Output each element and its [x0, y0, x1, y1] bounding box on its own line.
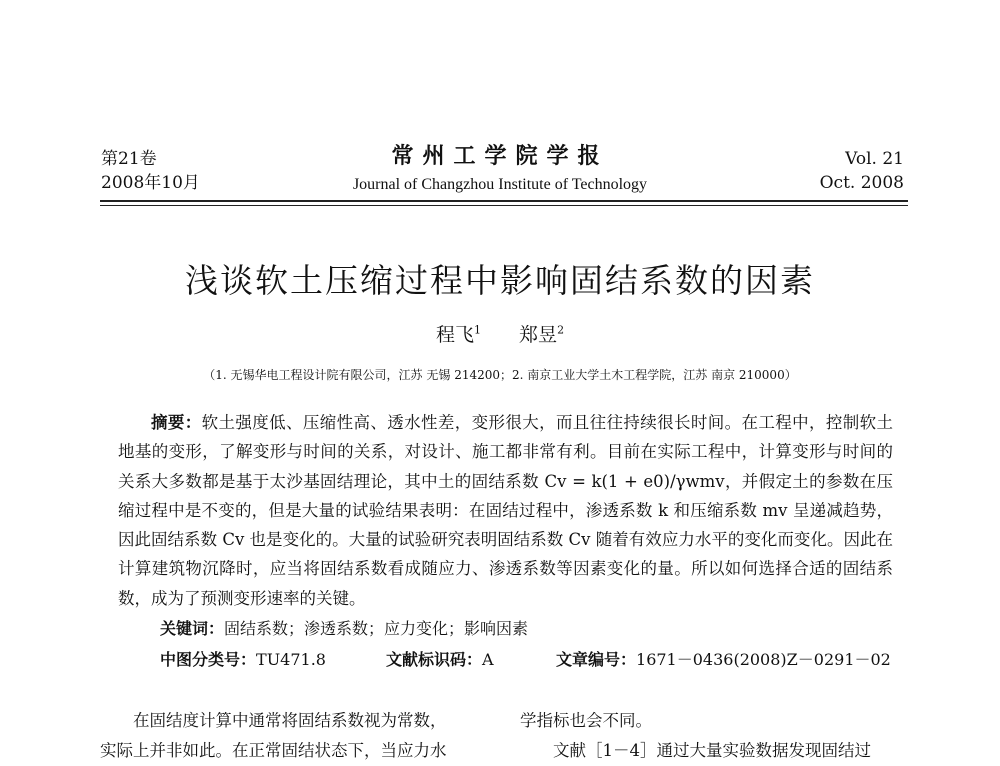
journal-title-en: Journal of Changzhou Institute of Technology — [352, 176, 648, 193]
author-1: 程飞 — [435, 324, 474, 346]
article-title: 浅谈软土压缩过程中影响固结系数的因素 — [185, 261, 815, 300]
body-left-line-2: 实际上并非如此。在正常固结状态下，当应力水 — [100, 741, 447, 760]
affiliation: （1. 无锡华电工程设计院有限公司，江苏 无锡 214200；2. 南京工业大学土木工程学院，江苏 南京 210000） — [203, 368, 797, 382]
article-no-label: 文章编号： — [556, 650, 637, 669]
abstract-label: 摘要： — [151, 413, 202, 432]
author-2-affil-mark: 2 — [557, 323, 565, 337]
header-right — [820, 147, 904, 195]
clc-label: 中图分类号： — [160, 650, 257, 669]
doc-code-label: 文献标识码： — [386, 650, 483, 669]
journal-title-cn: 常州工学院学报 — [391, 143, 609, 169]
body-left-line-1: 在固结度计算中通常将固结系数视为常数， — [133, 711, 447, 730]
body-right-line-1: 学指标也会不同。 — [520, 711, 652, 730]
classification-row — [160, 647, 900, 670]
body-column-left — [100, 706, 500, 766]
volume-cn: 第21卷 — [101, 149, 157, 169]
volume-en: Vol. 21 — [845, 149, 904, 169]
article-no-value: 1671－0436(2008)Z－0291－02 — [636, 650, 891, 669]
keywords-label: 关键词： — [160, 619, 225, 638]
header-center — [300, 141, 700, 197]
abstract-text: 软土强度低、压缩性高、透水性差，变形很大，而且往往持续很长时间。在工程中，控制软土地基的变形，了解变形与时间的关系，对设计、施工都非常有利。目前在实际工程中，计算变形与时间的关系大多数都是基于太沙基固结理论，其中土的固结系数 Cv = k(1 + e0)/γwmv，并假定土的参数在压缩过程中是不变的，但是大量的试验结果表明：在固结过程中，渗透系数 k 和压缩系数 mv 呈递减趋势，因此固结系数 Cv 也是变化的。大量的试验研究表明固结系数 Cv 随着有效应力水平的变化而变化。因此在计算建筑物沉降时，应当将固结系数看成随应力、渗透系数等因素变化的量。所以如何选择合适的固结系数，成为了预测变形速率的关键。 — [118, 413, 894, 608]
keywords — [160, 616, 528, 639]
date-en: Oct. 2008 — [819, 173, 904, 193]
header-left — [101, 147, 200, 195]
date-cn: 2008年10月 — [101, 173, 200, 193]
keywords-text: 固结系数；渗透系数；应力变化；影响因素 — [224, 619, 529, 638]
body-column-right — [520, 706, 920, 766]
author-2: 郑昱 — [519, 324, 558, 346]
author-1-affil-mark: 1 — [473, 323, 481, 337]
clc-value: TU471.8 — [256, 650, 326, 669]
body-right-line-2: 文献［1－4］通过大量实验数据发现固结过 — [553, 741, 871, 760]
abstract — [118, 408, 893, 613]
doc-code-value: A — [482, 650, 494, 669]
header-rule-thick — [100, 200, 908, 202]
authors — [0, 320, 1000, 347]
header-rule-thin — [100, 205, 908, 206]
